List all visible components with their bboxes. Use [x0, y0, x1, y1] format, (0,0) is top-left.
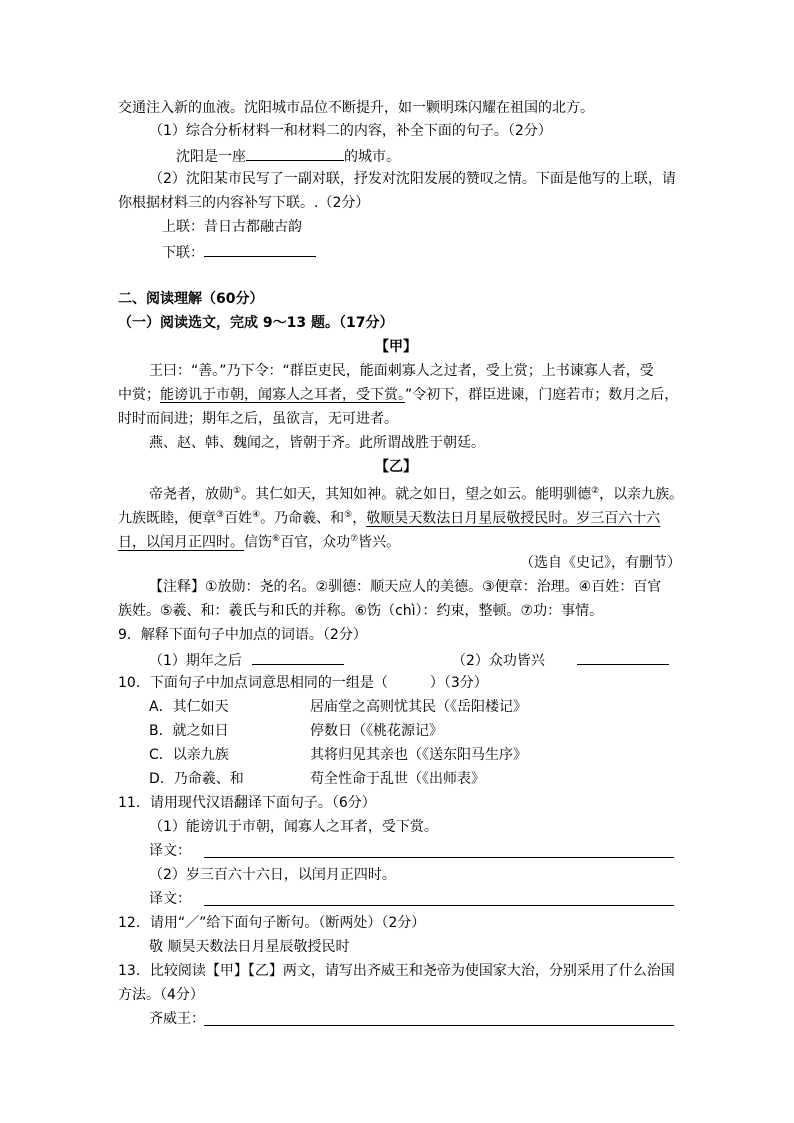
translation-label-1: 译文：: [149, 843, 191, 859]
underlined-sentence: 敬顺昊天数法日月星辰敬授民时。岁三百六十六: [366, 510, 661, 527]
passage-source: （选自《史记》，有删节）: [520, 555, 681, 571]
sub-question-1-sentence: [176, 145, 400, 167]
passage-jia-line-1: 王曰：“善。”乃下令：“群臣吏民，能面刺寡人之过者，受上赏；上书谏寡人者，受: [149, 363, 654, 379]
note-marker: ④: [252, 510, 261, 520]
question-10-stem: 10．下面句子中加点词意思相同的一组是（ ）（3分）: [118, 675, 488, 691]
question-13-stem-line-2: 方法。（4分）: [118, 987, 204, 1003]
option-d[interactable]: [149, 769, 244, 789]
item-text: （1）期年之后: [149, 653, 242, 669]
passage-yi-line-1: [149, 481, 683, 505]
text-segment: ”令初下，群臣进谏，门庭若市；数月之后，: [405, 387, 679, 403]
text-segment: 帝尧者，放勋: [149, 486, 233, 503]
subsection-title: （一）阅读选文，完成 9～13 题。（17分）: [118, 315, 394, 331]
lower-couplet: [162, 241, 316, 263]
notes-line-2: 族姓。⑤羲、和：羲氏与和氏的并称。⑥饬（chì）：约束，整顿。⑦功：事情。: [118, 603, 604, 619]
option-left: A．其仁如天: [149, 699, 229, 715]
underlined-sentence: 日，以闰月正四时。: [118, 534, 244, 551]
translation-answer-line-2[interactable]: [204, 905, 674, 906]
question-11-sentence-1: （1）能谤讥于市朝，闻寡人之耳者，受下赏。: [149, 819, 438, 835]
text-segment: 皆兴。: [358, 534, 401, 551]
section-title: 二、阅读理解（60分）: [118, 291, 264, 307]
question-12-text: 敬 顺昊天数法日月星辰敬授民时: [149, 939, 350, 955]
question-11-stem: 11．请用现代汉语翻译下面句子。（6分）: [118, 795, 376, 811]
continuation-line: 交通注入新的血液。沈阳城市品位不断提升，如一颗明珠闪耀在祖国的北方。: [118, 100, 594, 116]
translation-label-2: 译文：: [149, 891, 191, 907]
option-c-compare: 其将归见其亲也（《送东阳马生序》: [310, 747, 527, 763]
text-segment: ，以亲九族。: [599, 486, 684, 503]
option-left: D．乃命羲、和: [149, 771, 244, 787]
question-9-item-1: [149, 649, 344, 671]
passage-jia-line-3: 时时而间进；期年之后，虽欲言，无可进者。: [118, 411, 398, 427]
option-d-compare: 苟全性命于乱世（《出师表》: [310, 771, 485, 787]
passage-jia-heading: 【甲】: [375, 339, 417, 355]
text-segment: 百姓: [224, 510, 253, 527]
option-b[interactable]: [149, 721, 229, 741]
passage-jia-line-4: 燕、赵、韩、魏闻之，皆朝于齐。此所谓战胜于朝廷。: [149, 435, 485, 451]
note-marker: ②: [591, 486, 600, 496]
passage-yi-line-2: [118, 505, 660, 529]
sub-question-1: （1）综合分析材料一和材料二的内容，补全下面的句子。（2分）: [149, 123, 552, 139]
option-left: C．以亲九族: [149, 747, 229, 763]
notes-line-1: 【注释】①放勋：尧的名。②驯德：顺天应人的美德。③便章：治理。④百姓：百官: [149, 579, 662, 595]
note-marker: ①: [233, 486, 242, 496]
text-segment: 百官，众功: [280, 534, 351, 551]
sub-question-2-line-1: （2）沈阳某市民写了一副对联，抒发对沈阳发展的赞叹之情。下面是他写的上联，请: [149, 171, 676, 187]
option-left: B．就之如日: [149, 723, 229, 739]
lower-couplet-label: 下联：: [162, 245, 204, 261]
upper-couplet: 上联：昔日古都融古韵: [162, 219, 302, 235]
note-marker: ⑤: [344, 510, 353, 520]
text-segment: 信饬: [244, 534, 272, 551]
option-a[interactable]: [149, 697, 229, 717]
question-9-item-2: [452, 649, 669, 671]
sub-question-2-line-2: 你根据材料三的内容补写下联。.（2分）: [118, 195, 370, 211]
question-13-answer-line[interactable]: [204, 1025, 674, 1026]
question-9-stem: 9．解释下面句子中加点的词语。（2分）: [118, 627, 367, 643]
question-11-sentence-2: （2）岁三百六十六日，以闰月正四时。: [149, 867, 396, 883]
question-12-stem: 12．请用“／”给下面句子断句。（断两处）（2分）: [118, 915, 426, 931]
option-c[interactable]: [149, 745, 229, 765]
passage-jia-line-2: [118, 385, 678, 405]
question-13-label: 齐威王：: [149, 1011, 205, 1027]
text-segment: 。其仁如天，其知如神。就之如日，望之如云。能明驯德: [241, 486, 592, 503]
answer-blank[interactable]: [252, 649, 344, 665]
passage-yi-heading: 【乙】: [375, 459, 417, 475]
text-segment: 。乃命羲、和: [260, 510, 345, 527]
note-marker: ③: [216, 510, 225, 520]
translation-answer-line-1[interactable]: [204, 857, 674, 858]
question-13-stem-line-1: 13．比较阅读【甲】【乙】两文，请写出齐威王和尧帝为使国家大治，分别采用了什么治国: [118, 963, 675, 979]
item-text: （2）众功皆兴: [452, 653, 545, 669]
text-segment: 中赏；: [118, 387, 160, 403]
passage-yi-line-3: [118, 529, 400, 553]
answer-blank[interactable]: [577, 649, 669, 665]
text-segment: 九族既睦，便章: [118, 510, 216, 527]
sentence-prefix: 沈阳是一座: [176, 149, 246, 165]
option-a-compare: 居庙堂之高则忧其民（《岳阳楼记》: [310, 699, 527, 715]
option-b-compare: 停数日（《桃花源记》: [310, 723, 443, 739]
sentence-suffix: 的城市。: [344, 149, 400, 165]
answer-blank[interactable]: [246, 145, 344, 161]
note-marker: ⑥: [272, 534, 281, 544]
note-marker: ⑦: [350, 534, 359, 544]
text-segment: ，: [352, 510, 367, 527]
underlined-sentence: 能谤讥于市朝，闻寡人之耳者，受下赏。: [160, 387, 405, 403]
lower-couplet-blank[interactable]: [204, 241, 316, 257]
